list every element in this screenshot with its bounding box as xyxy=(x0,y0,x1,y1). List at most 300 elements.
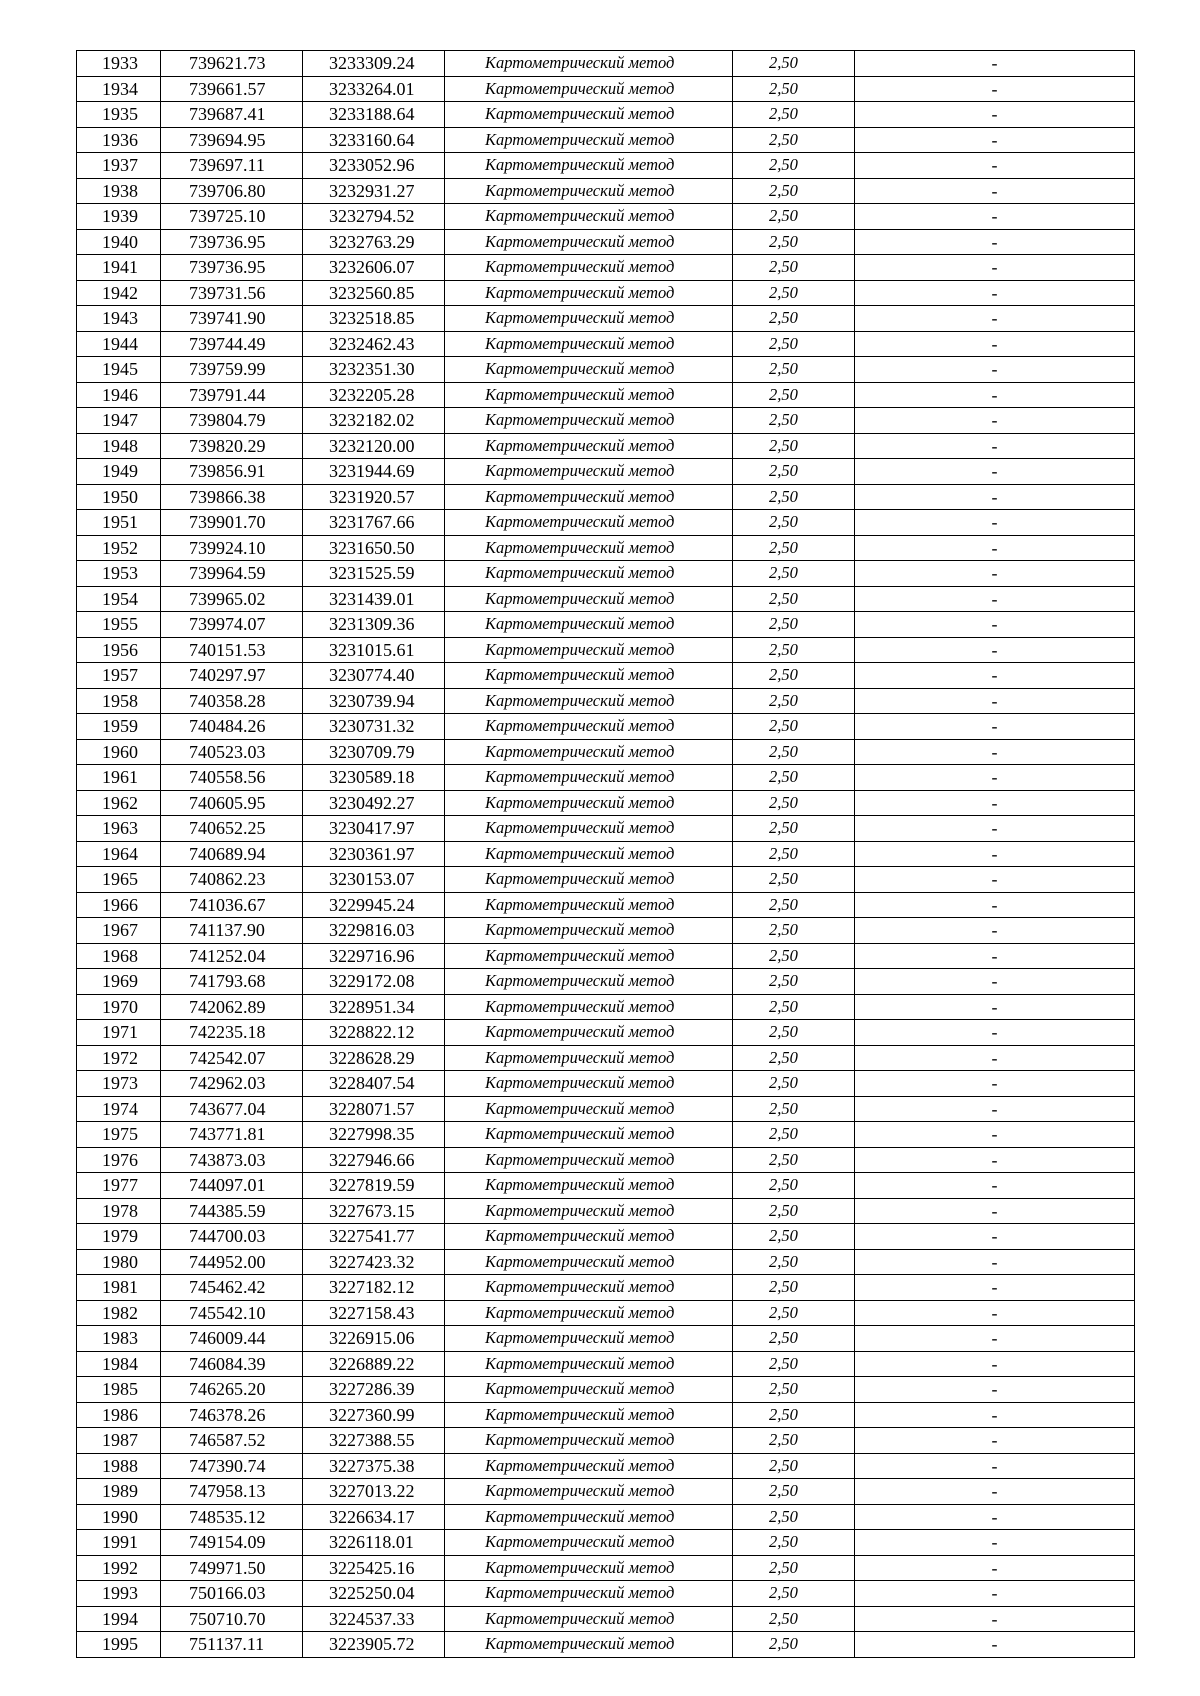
note-cell: - xyxy=(855,1581,1135,1607)
method-cell: Картометрический метод xyxy=(445,969,733,995)
point-number-cell: 1984 xyxy=(77,1351,161,1377)
y-coordinate-cell: 3229172.08 xyxy=(303,969,445,995)
x-coordinate-cell: 739820.29 xyxy=(161,433,303,459)
table-row xyxy=(77,76,1135,102)
note-cell: - xyxy=(855,739,1135,765)
x-coordinate-cell: 745542.10 xyxy=(161,1300,303,1326)
x-coordinate-cell: 739974.07 xyxy=(161,612,303,638)
y-coordinate-cell: 3231439.01 xyxy=(303,586,445,612)
accuracy-cell: 2,50 xyxy=(733,943,855,969)
point-number-cell: 1986 xyxy=(77,1402,161,1428)
note-cell: - xyxy=(855,1453,1135,1479)
accuracy-cell: 2,50 xyxy=(733,178,855,204)
x-coordinate-cell: 740151.53 xyxy=(161,637,303,663)
table-row xyxy=(77,1504,1135,1530)
point-number-cell: 1963 xyxy=(77,816,161,842)
method-cell: Картометрический метод xyxy=(445,1555,733,1581)
table-row xyxy=(77,663,1135,689)
method-cell: Картометрический метод xyxy=(445,459,733,485)
method-cell: Картометрический метод xyxy=(445,408,733,434)
method-cell: Картометрический метод xyxy=(445,790,733,816)
accuracy-cell: 2,50 xyxy=(733,612,855,638)
point-number-cell: 1990 xyxy=(77,1504,161,1530)
method-cell: Картометрический метод xyxy=(445,1300,733,1326)
y-coordinate-cell: 3227286.39 xyxy=(303,1377,445,1403)
x-coordinate-cell: 746009.44 xyxy=(161,1326,303,1352)
point-number-cell: 1995 xyxy=(77,1632,161,1658)
note-cell: - xyxy=(855,1351,1135,1377)
point-number-cell: 1943 xyxy=(77,306,161,332)
accuracy-cell: 2,50 xyxy=(733,637,855,663)
table-row xyxy=(77,637,1135,663)
point-number-cell: 1976 xyxy=(77,1147,161,1173)
accuracy-cell: 2,50 xyxy=(733,510,855,536)
x-coordinate-cell: 747390.74 xyxy=(161,1453,303,1479)
point-number-cell: 1966 xyxy=(77,892,161,918)
method-cell: Картометрический метод xyxy=(445,918,733,944)
table-row xyxy=(77,382,1135,408)
point-number-cell: 1992 xyxy=(77,1555,161,1581)
note-cell: - xyxy=(855,102,1135,128)
note-cell: - xyxy=(855,1071,1135,1097)
point-number-cell: 1965 xyxy=(77,867,161,893)
accuracy-cell: 2,50 xyxy=(733,1045,855,1071)
note-cell: - xyxy=(855,255,1135,281)
method-cell: Картометрический метод xyxy=(445,535,733,561)
point-number-cell: 1969 xyxy=(77,969,161,995)
point-number-cell: 1947 xyxy=(77,408,161,434)
y-coordinate-cell: 3230417.97 xyxy=(303,816,445,842)
accuracy-cell: 2,50 xyxy=(733,714,855,740)
note-cell: - xyxy=(855,943,1135,969)
method-cell: Картометрический метод xyxy=(445,51,733,77)
table-row xyxy=(77,357,1135,383)
table-row xyxy=(77,1300,1135,1326)
x-coordinate-cell: 742962.03 xyxy=(161,1071,303,1097)
method-cell: Картометрический метод xyxy=(445,943,733,969)
point-number-cell: 1954 xyxy=(77,586,161,612)
note-cell: - xyxy=(855,1198,1135,1224)
point-number-cell: 1988 xyxy=(77,1453,161,1479)
note-cell: - xyxy=(855,561,1135,587)
point-number-cell: 1951 xyxy=(77,510,161,536)
method-cell: Картометрический метод xyxy=(445,127,733,153)
y-coordinate-cell: 3233188.64 xyxy=(303,102,445,128)
method-cell: Картометрический метод xyxy=(445,255,733,281)
table-row xyxy=(77,892,1135,918)
x-coordinate-cell: 743873.03 xyxy=(161,1147,303,1173)
point-number-cell: 1978 xyxy=(77,1198,161,1224)
method-cell: Картометрический метод xyxy=(445,561,733,587)
accuracy-cell: 2,50 xyxy=(733,586,855,612)
note-cell: - xyxy=(855,1504,1135,1530)
point-number-cell: 1960 xyxy=(77,739,161,765)
accuracy-cell: 2,50 xyxy=(733,561,855,587)
point-number-cell: 1938 xyxy=(77,178,161,204)
table-row xyxy=(77,1555,1135,1581)
accuracy-cell: 2,50 xyxy=(733,1504,855,1530)
note-cell: - xyxy=(855,969,1135,995)
note-cell: - xyxy=(855,714,1135,740)
method-cell: Картометрический метод xyxy=(445,1020,733,1046)
accuracy-cell: 2,50 xyxy=(733,1377,855,1403)
y-coordinate-cell: 3233052.96 xyxy=(303,153,445,179)
accuracy-cell: 2,50 xyxy=(733,229,855,255)
method-cell: Картометрический метод xyxy=(445,331,733,357)
y-coordinate-cell: 3231944.69 xyxy=(303,459,445,485)
x-coordinate-cell: 742235.18 xyxy=(161,1020,303,1046)
table-row xyxy=(77,1071,1135,1097)
point-number-cell: 1952 xyxy=(77,535,161,561)
accuracy-cell: 2,50 xyxy=(733,382,855,408)
method-cell: Картометрический метод xyxy=(445,816,733,842)
note-cell: - xyxy=(855,459,1135,485)
x-coordinate-cell: 747958.13 xyxy=(161,1479,303,1505)
table-row xyxy=(77,1045,1135,1071)
accuracy-cell: 2,50 xyxy=(733,1428,855,1454)
table-row xyxy=(77,459,1135,485)
table-row xyxy=(77,280,1135,306)
note-cell: - xyxy=(855,1275,1135,1301)
x-coordinate-cell: 739964.59 xyxy=(161,561,303,587)
table-row xyxy=(77,816,1135,842)
x-coordinate-cell: 739687.41 xyxy=(161,102,303,128)
accuracy-cell: 2,50 xyxy=(733,918,855,944)
method-cell: Картометрический метод xyxy=(445,1504,733,1530)
y-coordinate-cell: 3231015.61 xyxy=(303,637,445,663)
accuracy-cell: 2,50 xyxy=(733,1530,855,1556)
table-row xyxy=(77,994,1135,1020)
accuracy-cell: 2,50 xyxy=(733,153,855,179)
y-coordinate-cell: 3230361.97 xyxy=(303,841,445,867)
note-cell: - xyxy=(855,1045,1135,1071)
note-cell: - xyxy=(855,1402,1135,1428)
method-cell: Картометрический метод xyxy=(445,586,733,612)
y-coordinate-cell: 3227013.22 xyxy=(303,1479,445,1505)
point-number-cell: 1936 xyxy=(77,127,161,153)
x-coordinate-cell: 739697.11 xyxy=(161,153,303,179)
x-coordinate-cell: 748535.12 xyxy=(161,1504,303,1530)
point-number-cell: 1949 xyxy=(77,459,161,485)
point-number-cell: 1985 xyxy=(77,1377,161,1403)
accuracy-cell: 2,50 xyxy=(733,1173,855,1199)
table-row xyxy=(77,1351,1135,1377)
method-cell: Картометрический метод xyxy=(445,1249,733,1275)
method-cell: Картометрический метод xyxy=(445,1045,733,1071)
table-row xyxy=(77,1479,1135,1505)
note-cell: - xyxy=(855,331,1135,357)
method-cell: Картометрический метод xyxy=(445,612,733,638)
note-cell: - xyxy=(855,586,1135,612)
accuracy-cell: 2,50 xyxy=(733,51,855,77)
note-cell: - xyxy=(855,1326,1135,1352)
note-cell: - xyxy=(855,1249,1135,1275)
point-number-cell: 1959 xyxy=(77,714,161,740)
table-row xyxy=(77,178,1135,204)
y-coordinate-cell: 3230739.94 xyxy=(303,688,445,714)
x-coordinate-cell: 739744.49 xyxy=(161,331,303,357)
note-cell: - xyxy=(855,76,1135,102)
note-cell: - xyxy=(855,484,1135,510)
x-coordinate-cell: 746084.39 xyxy=(161,1351,303,1377)
y-coordinate-cell: 3231650.50 xyxy=(303,535,445,561)
method-cell: Картометрический метод xyxy=(445,1453,733,1479)
method-cell: Картометрический метод xyxy=(445,867,733,893)
y-coordinate-cell: 3232931.27 xyxy=(303,178,445,204)
point-number-cell: 1991 xyxy=(77,1530,161,1556)
table-row xyxy=(77,51,1135,77)
accuracy-cell: 2,50 xyxy=(733,459,855,485)
accuracy-cell: 2,50 xyxy=(733,408,855,434)
note-cell: - xyxy=(855,1122,1135,1148)
method-cell: Картометрический метод xyxy=(445,1581,733,1607)
accuracy-cell: 2,50 xyxy=(733,1555,855,1581)
table-row xyxy=(77,1632,1135,1658)
y-coordinate-cell: 3226634.17 xyxy=(303,1504,445,1530)
method-cell: Картометрический метод xyxy=(445,229,733,255)
table-row xyxy=(77,1020,1135,1046)
method-cell: Картометрический метод xyxy=(445,1198,733,1224)
point-number-cell: 1948 xyxy=(77,433,161,459)
note-cell: - xyxy=(855,1555,1135,1581)
table-row xyxy=(77,1581,1135,1607)
table-row xyxy=(77,918,1135,944)
table-row xyxy=(77,229,1135,255)
accuracy-cell: 2,50 xyxy=(733,357,855,383)
note-cell: - xyxy=(855,663,1135,689)
y-coordinate-cell: 3229945.24 xyxy=(303,892,445,918)
point-number-cell: 1974 xyxy=(77,1096,161,1122)
accuracy-cell: 2,50 xyxy=(733,1096,855,1122)
x-coordinate-cell: 740605.95 xyxy=(161,790,303,816)
x-coordinate-cell: 739741.90 xyxy=(161,306,303,332)
x-coordinate-cell: 751137.11 xyxy=(161,1632,303,1658)
note-cell: - xyxy=(855,433,1135,459)
x-coordinate-cell: 749154.09 xyxy=(161,1530,303,1556)
table-row xyxy=(77,1224,1135,1250)
method-cell: Картометрический метод xyxy=(445,1326,733,1352)
y-coordinate-cell: 3227182.12 xyxy=(303,1275,445,1301)
note-cell: - xyxy=(855,357,1135,383)
accuracy-cell: 2,50 xyxy=(733,994,855,1020)
x-coordinate-cell: 741137.90 xyxy=(161,918,303,944)
x-coordinate-cell: 739706.80 xyxy=(161,178,303,204)
note-cell: - xyxy=(855,765,1135,791)
y-coordinate-cell: 3224537.33 xyxy=(303,1606,445,1632)
point-number-cell: 1977 xyxy=(77,1173,161,1199)
table-row xyxy=(77,331,1135,357)
y-coordinate-cell: 3232794.52 xyxy=(303,204,445,230)
point-number-cell: 1956 xyxy=(77,637,161,663)
accuracy-cell: 2,50 xyxy=(733,816,855,842)
table-row xyxy=(77,1173,1135,1199)
accuracy-cell: 2,50 xyxy=(733,433,855,459)
accuracy-cell: 2,50 xyxy=(733,765,855,791)
point-number-cell: 1955 xyxy=(77,612,161,638)
table-row xyxy=(77,739,1135,765)
x-coordinate-cell: 750166.03 xyxy=(161,1581,303,1607)
note-cell: - xyxy=(855,229,1135,255)
note-cell: - xyxy=(855,1530,1135,1556)
table-row xyxy=(77,1198,1135,1224)
x-coordinate-cell: 746378.26 xyxy=(161,1402,303,1428)
accuracy-cell: 2,50 xyxy=(733,663,855,689)
accuracy-cell: 2,50 xyxy=(733,1122,855,1148)
note-cell: - xyxy=(855,204,1135,230)
accuracy-cell: 2,50 xyxy=(733,1020,855,1046)
table-row xyxy=(77,1453,1135,1479)
point-number-cell: 1946 xyxy=(77,382,161,408)
x-coordinate-cell: 740862.23 xyxy=(161,867,303,893)
x-coordinate-cell: 739924.10 xyxy=(161,535,303,561)
accuracy-cell: 2,50 xyxy=(733,1606,855,1632)
y-coordinate-cell: 3227998.35 xyxy=(303,1122,445,1148)
y-coordinate-cell: 3231525.59 xyxy=(303,561,445,587)
accuracy-cell: 2,50 xyxy=(733,1300,855,1326)
point-number-cell: 1967 xyxy=(77,918,161,944)
x-coordinate-cell: 750710.70 xyxy=(161,1606,303,1632)
x-coordinate-cell: 746265.20 xyxy=(161,1377,303,1403)
accuracy-cell: 2,50 xyxy=(733,1453,855,1479)
x-coordinate-cell: 745462.42 xyxy=(161,1275,303,1301)
note-cell: - xyxy=(855,688,1135,714)
x-coordinate-cell: 744385.59 xyxy=(161,1198,303,1224)
note-cell: - xyxy=(855,127,1135,153)
note-cell: - xyxy=(855,382,1135,408)
x-coordinate-cell: 744700.03 xyxy=(161,1224,303,1250)
accuracy-cell: 2,50 xyxy=(733,841,855,867)
y-coordinate-cell: 3230589.18 xyxy=(303,765,445,791)
y-coordinate-cell: 3229716.96 xyxy=(303,943,445,969)
table-row xyxy=(77,1147,1135,1173)
accuracy-cell: 2,50 xyxy=(733,1632,855,1658)
x-coordinate-cell: 739791.44 xyxy=(161,382,303,408)
y-coordinate-cell: 3225250.04 xyxy=(303,1581,445,1607)
note-cell: - xyxy=(855,306,1135,332)
coordinates-table-body xyxy=(77,51,1135,1658)
table-row xyxy=(77,586,1135,612)
y-coordinate-cell: 3232182.02 xyxy=(303,408,445,434)
y-coordinate-cell: 3231920.57 xyxy=(303,484,445,510)
accuracy-cell: 2,50 xyxy=(733,1351,855,1377)
y-coordinate-cell: 3230153.07 xyxy=(303,867,445,893)
point-number-cell: 1987 xyxy=(77,1428,161,1454)
accuracy-cell: 2,50 xyxy=(733,1147,855,1173)
method-cell: Картометрический метод xyxy=(445,714,733,740)
point-number-cell: 1950 xyxy=(77,484,161,510)
table-row xyxy=(77,1326,1135,1352)
table-row xyxy=(77,1249,1135,1275)
y-coordinate-cell: 3230709.79 xyxy=(303,739,445,765)
y-coordinate-cell: 3227375.38 xyxy=(303,1453,445,1479)
note-cell: - xyxy=(855,1606,1135,1632)
x-coordinate-cell: 742062.89 xyxy=(161,994,303,1020)
note-cell: - xyxy=(855,612,1135,638)
table-row xyxy=(77,1122,1135,1148)
method-cell: Картометрический метод xyxy=(445,1147,733,1173)
x-coordinate-cell: 744952.00 xyxy=(161,1249,303,1275)
accuracy-cell: 2,50 xyxy=(733,1402,855,1428)
accuracy-cell: 2,50 xyxy=(733,1249,855,1275)
y-coordinate-cell: 3226118.01 xyxy=(303,1530,445,1556)
method-cell: Картометрический метод xyxy=(445,892,733,918)
x-coordinate-cell: 740558.56 xyxy=(161,765,303,791)
note-cell: - xyxy=(855,637,1135,663)
y-coordinate-cell: 3232560.85 xyxy=(303,280,445,306)
x-coordinate-cell: 740652.25 xyxy=(161,816,303,842)
point-number-cell: 1944 xyxy=(77,331,161,357)
y-coordinate-cell: 3230492.27 xyxy=(303,790,445,816)
method-cell: Картометрический метод xyxy=(445,1351,733,1377)
point-number-cell: 1962 xyxy=(77,790,161,816)
accuracy-cell: 2,50 xyxy=(733,790,855,816)
accuracy-cell: 2,50 xyxy=(733,1224,855,1250)
point-number-cell: 1939 xyxy=(77,204,161,230)
method-cell: Картометрический метод xyxy=(445,1402,733,1428)
method-cell: Картометрический метод xyxy=(445,1530,733,1556)
method-cell: Картометрический метод xyxy=(445,1377,733,1403)
table-row xyxy=(77,127,1135,153)
y-coordinate-cell: 3233160.64 xyxy=(303,127,445,153)
method-cell: Картометрический метод xyxy=(445,484,733,510)
y-coordinate-cell: 3227423.32 xyxy=(303,1249,445,1275)
table-row xyxy=(77,1402,1135,1428)
x-coordinate-cell: 741252.04 xyxy=(161,943,303,969)
accuracy-cell: 2,50 xyxy=(733,331,855,357)
method-cell: Картометрический метод xyxy=(445,204,733,230)
y-coordinate-cell: 3227360.99 xyxy=(303,1402,445,1428)
accuracy-cell: 2,50 xyxy=(733,1071,855,1097)
x-coordinate-cell: 739736.95 xyxy=(161,229,303,255)
method-cell: Картометрический метод xyxy=(445,637,733,663)
table-row xyxy=(77,1377,1135,1403)
table-row xyxy=(77,510,1135,536)
x-coordinate-cell: 749971.50 xyxy=(161,1555,303,1581)
accuracy-cell: 2,50 xyxy=(733,867,855,893)
note-cell: - xyxy=(855,1096,1135,1122)
point-number-cell: 1981 xyxy=(77,1275,161,1301)
table-row xyxy=(77,153,1135,179)
x-coordinate-cell: 739866.38 xyxy=(161,484,303,510)
note-cell: - xyxy=(855,1428,1135,1454)
table-row xyxy=(77,969,1135,995)
method-cell: Картометрический метод xyxy=(445,1096,733,1122)
point-number-cell: 1989 xyxy=(77,1479,161,1505)
method-cell: Картометрический метод xyxy=(445,382,733,408)
accuracy-cell: 2,50 xyxy=(733,484,855,510)
y-coordinate-cell: 3227819.59 xyxy=(303,1173,445,1199)
y-coordinate-cell: 3227673.15 xyxy=(303,1198,445,1224)
table-row xyxy=(77,612,1135,638)
accuracy-cell: 2,50 xyxy=(733,1326,855,1352)
x-coordinate-cell: 746587.52 xyxy=(161,1428,303,1454)
accuracy-cell: 2,50 xyxy=(733,739,855,765)
table-row xyxy=(77,306,1135,332)
table-row xyxy=(77,1530,1135,1556)
y-coordinate-cell: 3230731.32 xyxy=(303,714,445,740)
y-coordinate-cell: 3228822.12 xyxy=(303,1020,445,1046)
x-coordinate-cell: 739856.91 xyxy=(161,459,303,485)
table-row xyxy=(77,484,1135,510)
point-number-cell: 1933 xyxy=(77,51,161,77)
point-number-cell: 1940 xyxy=(77,229,161,255)
accuracy-cell: 2,50 xyxy=(733,1479,855,1505)
y-coordinate-cell: 3231767.66 xyxy=(303,510,445,536)
method-cell: Картометрический метод xyxy=(445,1632,733,1658)
y-coordinate-cell: 3228071.57 xyxy=(303,1096,445,1122)
note-cell: - xyxy=(855,1300,1135,1326)
accuracy-cell: 2,50 xyxy=(733,255,855,281)
